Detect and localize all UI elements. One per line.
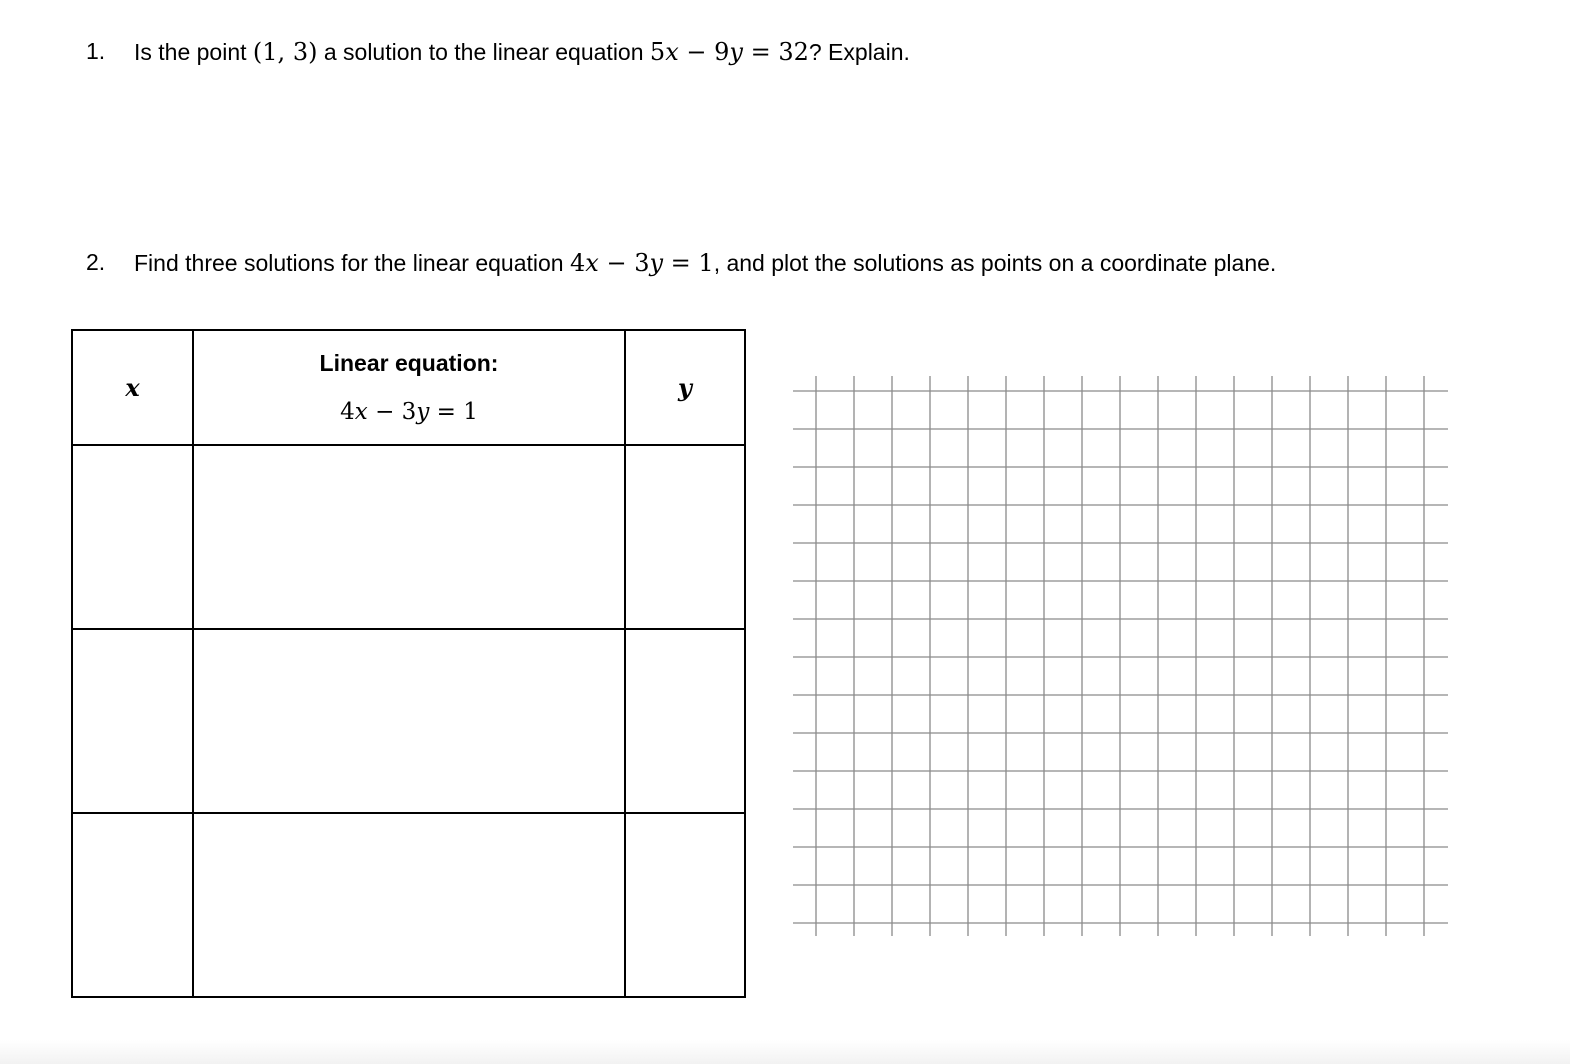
equation-header-title: Linear equation: [319,350,499,376]
page-bottom-edge [0,1040,1570,1064]
x-header: x [72,330,193,445]
x-answer-cell[interactable] [72,629,193,813]
coordinate-grid[interactable] [793,376,1448,936]
work-cell[interactable] [193,629,625,813]
equation-expression: 5x − 9y = 32 [649,38,809,66]
x-answer-cell[interactable] [72,445,193,629]
point-expression: (1, 3) [252,38,318,66]
y-answer-cell[interactable] [625,629,745,813]
table-row [72,445,745,629]
table-row [72,813,745,997]
y-answer-cell[interactable] [625,445,745,629]
solution-table [71,329,746,998]
equation-header-expression: 4x − 3y = 1 [340,399,478,425]
x-answer-cell[interactable] [72,813,193,997]
work-cell[interactable] [193,813,625,997]
question-text: Is the point (1, 3) a solution to the linear equation 5x − 9y = 32? Explain. [134,38,910,66]
question-text: Find three solutions for the linear equation 4x − 3y = 1, and plot the solutions as points on a coordinate plane. [134,249,1277,277]
table-row [72,629,745,813]
y-header: y [625,330,745,445]
question-number: 1. [86,38,106,64]
equation-expression: 4x − 3y = 1 [570,249,714,277]
coordinate-grid-svg [793,376,1448,936]
question-number: 2. [86,249,106,275]
y-answer-cell[interactable] [625,813,745,997]
equation-header [193,330,625,445]
work-cell[interactable] [193,445,625,629]
table-header-row [72,330,745,445]
